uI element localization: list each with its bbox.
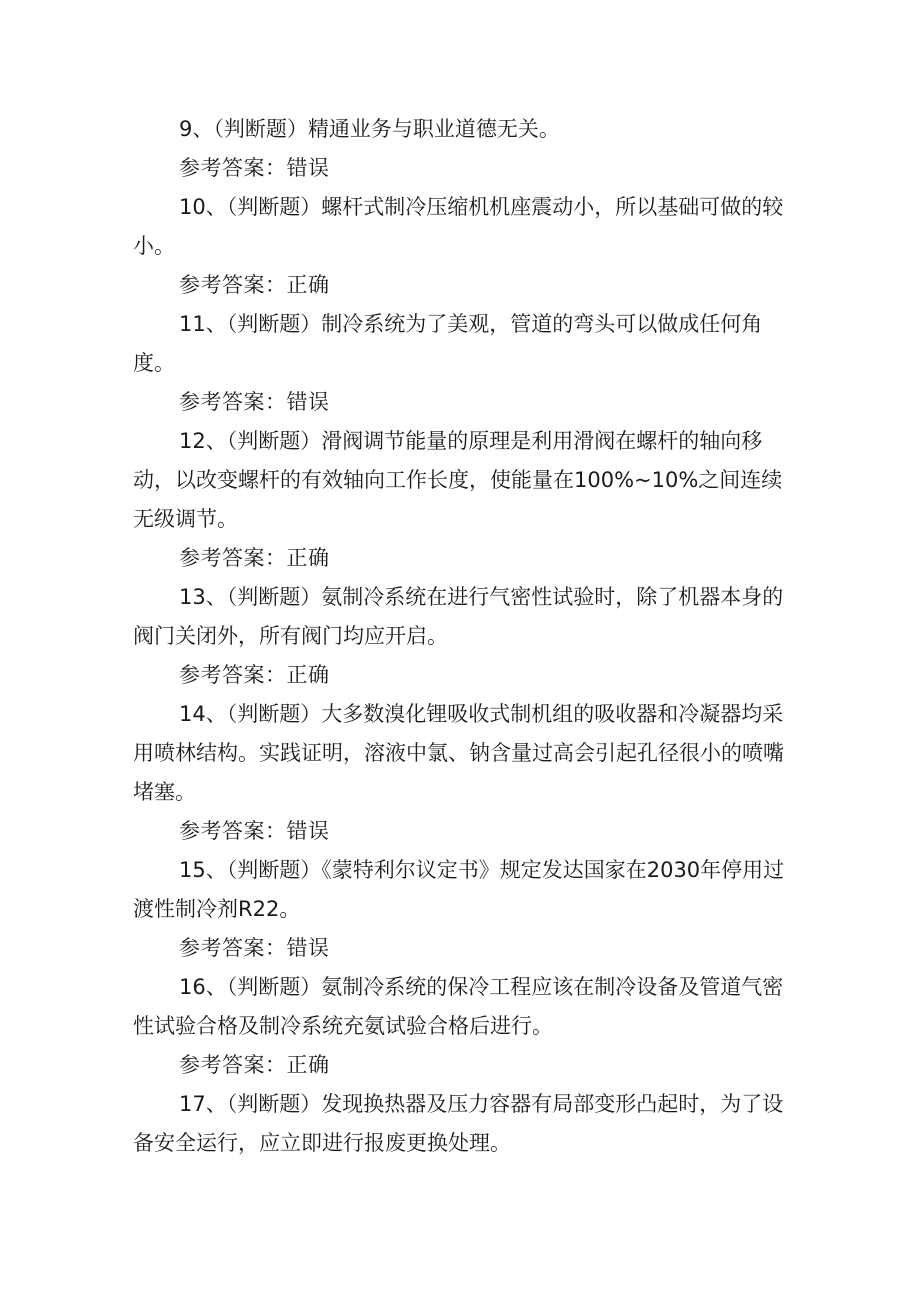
answer-12: 参考答案：正确 — [179, 546, 330, 570]
answer-16: 参考答案：正确 — [179, 1053, 330, 1077]
answer-13: 参考答案：正确 — [179, 663, 330, 687]
question-13: 13、（判断题）氨制冷系统在进行气密性试验时，除了机器本身的阀门关闭外，所有阀门均应开启。 — [133, 585, 784, 648]
document-page — [0, 110, 920, 1163]
question-12: 12、（判断题）滑阀调节能量的原理是利用滑阀在螺杆的轴向移动，以改变螺杆的有效轴向工作长度，使能量在100%~10%之间连续无级调节。 — [133, 429, 783, 531]
answer-11: 参考答案：错误 — [179, 390, 330, 414]
question-15: 15、（判断题）《蒙特利尔议定书》规定发达国家在2030年停用过渡性制冷剂R22。 — [133, 858, 785, 921]
answer-10: 参考答案：正确 — [179, 273, 330, 297]
answer-9: 参考答案：错误 — [179, 156, 330, 180]
question-9: 9、（判断题）精通业务与职业道德无关。 — [179, 117, 560, 141]
answer-15: 参考答案：错误 — [179, 936, 330, 960]
question-10: 10、（判断题）螺杆式制冷压缩机机座震动小，所以基础可做的较小。 — [133, 195, 784, 258]
answer-14: 参考答案：错误 — [179, 819, 330, 843]
question-14: 14、（判断题）大多数溴化锂吸收式制机组的吸收器和冷凝器均采用喷林结构。实践证明，溶液中氯、钠含量过高会引起孔径很小的喷嘴堵塞。 — [133, 702, 784, 804]
question-11: 11、（判断题）制冷系统为了美观，管道的弯头可以做成任何角度。 — [133, 312, 763, 375]
question-17: 17、（判断题）发现换热器及压力容器有局部变形凸起时，为了设备安全运行，应立即进行报废更换处理。 — [133, 1092, 784, 1155]
question-16: 16、（判断题）氨制冷系统的保冷工程应该在制冷设备及管道气密性试验合格及制冷系统充氨试验合格后进行。 — [133, 975, 784, 1038]
